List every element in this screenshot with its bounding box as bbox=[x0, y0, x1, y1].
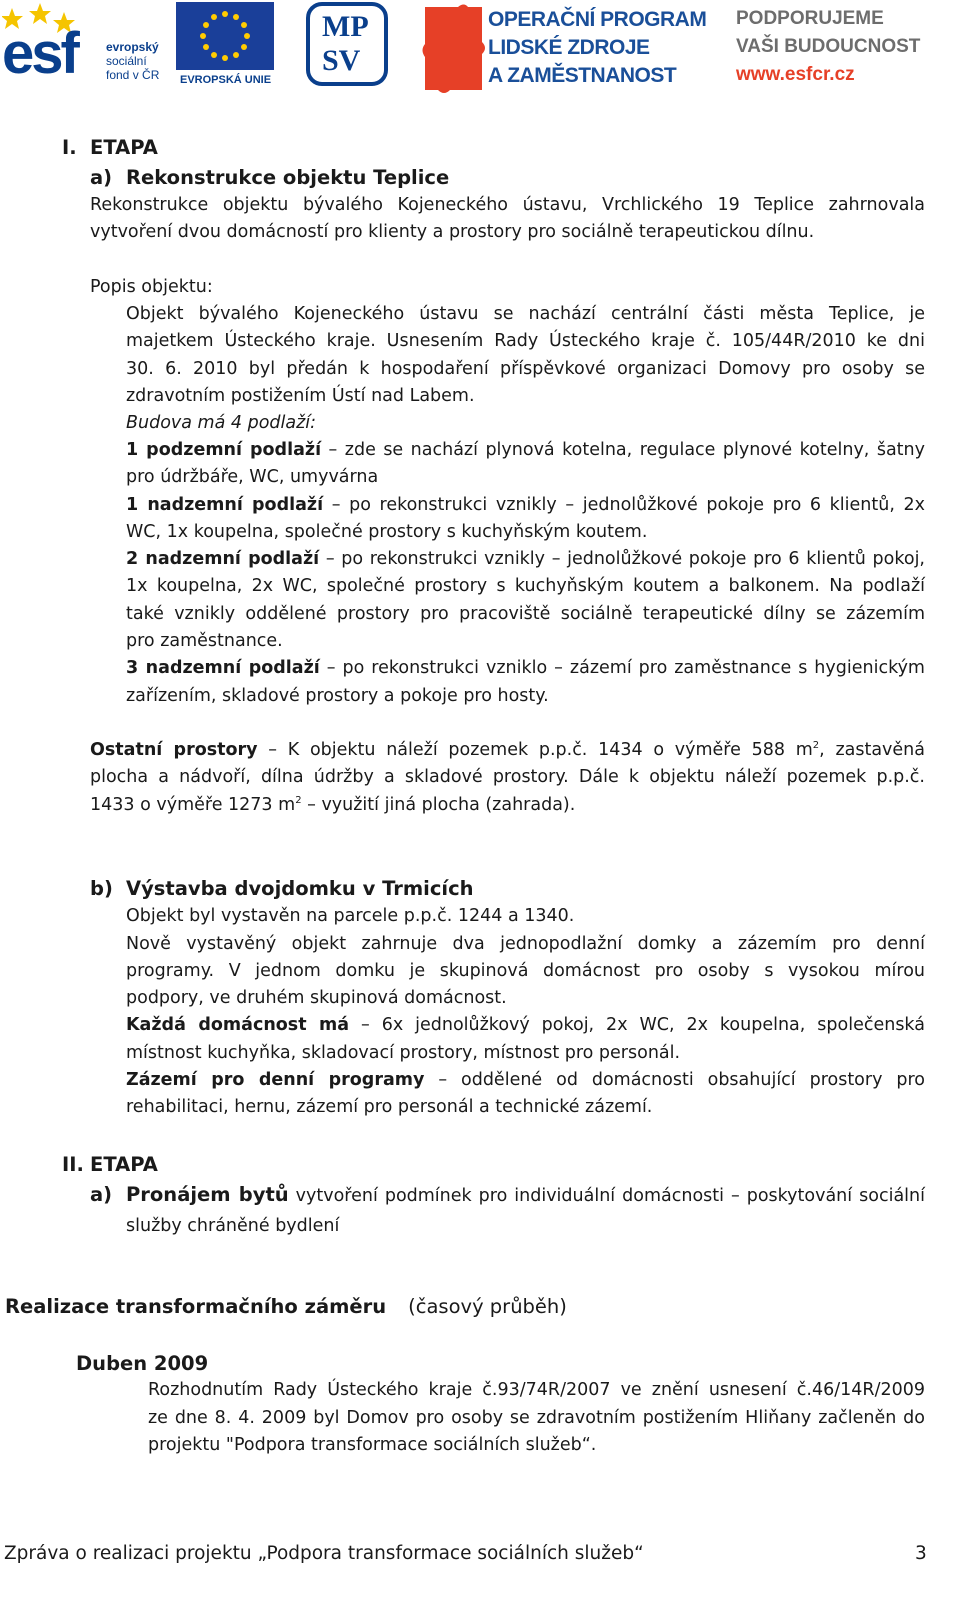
puzzle-icon bbox=[420, 2, 490, 94]
etapa2-a-line1 bbox=[126, 1181, 925, 1211]
etapa2-number: II. bbox=[62, 1153, 84, 1176]
zazemi-line1 bbox=[126, 1067, 925, 1095]
etapa1-a-marker: a) bbox=[90, 166, 113, 189]
op-logo bbox=[420, 0, 710, 96]
floor1-line1 bbox=[126, 492, 925, 520]
zazemi-text1: – oddělené od domácnosti obsahující prostory pro bbox=[424, 1070, 925, 1090]
floor0-text1: – zde se nachází plynová kotelna, regulace plynové kotelny, šatny bbox=[321, 440, 925, 460]
etapa2-a-line2: služby chráněné bydlení bbox=[126, 1216, 340, 1236]
duben-line3: projektu "Podpora transformace sociálních služeb“. bbox=[148, 1435, 597, 1455]
floor2-text1: – po rekonstrukci vznikly – jednolůžkové pokoje pro 6 klientů pokoj, bbox=[319, 549, 925, 569]
mpsv-line2: SV bbox=[322, 44, 361, 77]
kazda-label: Každá domácnost má bbox=[126, 1015, 350, 1035]
popis-line2: majetkem Ústeckého kraje. Usnesením Rady Ústeckého kraje č. 105/44R/2010 ke dni bbox=[126, 331, 925, 351]
etapa1-title: ETAPA bbox=[90, 136, 158, 159]
floor3-line1 bbox=[126, 655, 925, 683]
floor3-text1: – po rekonstrukci vzniklo – zázemí pro zaměstnance s hygienickým bbox=[319, 658, 925, 678]
kazda-line2: místnost kuchyňka, skladovací prostory, místnost pro personál. bbox=[126, 1043, 681, 1063]
etapa1-a-intro-line2: vytvoření dvou domácností pro klienty a prostory pro sociálně terapeutickou dílnu. bbox=[90, 222, 815, 242]
zazemi-label: Zázemí pro denní programy bbox=[126, 1070, 425, 1090]
eu-logo bbox=[176, 2, 274, 94]
slogan-block bbox=[736, 0, 936, 96]
floor1-label: 1 nadzemní podlaží bbox=[126, 495, 324, 515]
op-line3: A ZAMĚSTNANOST bbox=[488, 64, 677, 87]
ostatni-sup2: 2 bbox=[295, 795, 302, 807]
floor2-line1 bbox=[126, 546, 925, 574]
esf-line3: fond v ČR bbox=[106, 68, 160, 82]
mpsv-line1: MP bbox=[322, 10, 369, 43]
floor2-line2: 1x koupelna, 2x WC, společné prostory s kuchyňským koutem a balkonem. Na podlaží bbox=[126, 576, 925, 596]
duben-line2: ze dne 8. 4. 2009 byl Domov pro osoby se zdravotním postižením Hliňany začleněn do bbox=[148, 1408, 925, 1428]
duben-line1: Rozhodnutím Rady Ústeckého kraje č.93/74R/2007 ve znění usnesení č.46/14R/2009 bbox=[148, 1380, 925, 1400]
realizace-heading bbox=[5, 1293, 567, 1320]
ostatni-text3b: – využití jiná plocha (zahrada). bbox=[301, 795, 576, 815]
floor1-text1: – po rekonstrukci vznikly – jednolůžkové pokoje pro 6 klientů, 2x bbox=[323, 495, 925, 515]
etapa1-b-p2-line2: programy. V jednom domku je skupinová domácnost pro osoby s vysokou mírou bbox=[126, 961, 925, 981]
floor2-label: 2 nadzemní podlaží bbox=[126, 549, 320, 569]
etapa2-a-rest: vytvoření podmínek pro individuální domácnosti – poskytování sociální bbox=[288, 1186, 925, 1206]
etapa1-b-title: Výstavba dvojdomku v Trmicích bbox=[126, 877, 474, 900]
etapa1-b-p2-line3: podpory, ve druhém skupinová domácnost. bbox=[126, 988, 507, 1008]
ostatni-label: Ostatní prostory bbox=[90, 740, 258, 760]
floor2-line4: pro zaměstnance. bbox=[126, 631, 283, 651]
ostatni-text1b: , zastavěná bbox=[819, 740, 925, 760]
popis-line3: 30. 6. 2010 byl předán k hospodaření příspěvkové organizaci Domovy pro osoby se bbox=[126, 359, 925, 379]
eu-flag bbox=[176, 2, 274, 70]
eu-label: EVROPSKÁ UNIE bbox=[180, 74, 272, 86]
floor3-line2: zařízením, skladové prostory a pokoje pro hosty. bbox=[126, 686, 549, 706]
etapa2-title: ETAPA bbox=[90, 1153, 158, 1176]
etapa2-a-marker: a) bbox=[90, 1183, 113, 1206]
op-line2: LIDSKÉ ZDROJE bbox=[488, 36, 650, 59]
esf-logo bbox=[2, 0, 168, 96]
realizace-subtitle: (časový průběh) bbox=[408, 1295, 567, 1318]
etapa1-a-title: Rekonstrukce objektu Teplice bbox=[126, 166, 450, 189]
popis-line1: Objekt bývalého Kojeneckého ústavu se nachází centrální části města Teplice, je bbox=[126, 304, 925, 324]
footer-page-number: 3 bbox=[915, 1543, 927, 1564]
etapa1-b-marker: b) bbox=[90, 877, 113, 900]
esf-line1: evropský bbox=[106, 40, 159, 54]
ostatni-line2: plocha a nádvoří, dílna údržby a skladové prostory. Dále k objektu náleží pozemek p.p.č. bbox=[90, 767, 925, 787]
slogan-line1: PODPORUJEME bbox=[736, 8, 884, 29]
realizace-title: Realizace transformačního záměru bbox=[5, 1295, 387, 1318]
kazda-line1 bbox=[126, 1012, 925, 1040]
popis-label: Popis objektu: bbox=[90, 277, 213, 297]
ostatni-line1 bbox=[90, 737, 925, 765]
esf-wordmark: esf bbox=[2, 21, 77, 86]
zazemi-line2: rehabilitaci, hernu, zázemí pro personál a technické zázemí. bbox=[126, 1097, 653, 1117]
mpsv-logo bbox=[306, 2, 388, 86]
kazda-text1: – 6x jednolůžkový pokoj, 2x WC, 2x koupelna, společenská bbox=[349, 1015, 925, 1035]
footer-text: Zpráva o realizaci projektu „Podpora transformace sociálních služeb“ bbox=[4, 1543, 644, 1564]
slogan-url: www.esfcr.cz bbox=[736, 64, 855, 85]
eu-stars-icon bbox=[176, 2, 274, 70]
etapa1-a-intro-line1: Rekonstrukce objektu bývalého Kojeneckého ústavu, Vrchlického 19 Teplice zahrnovala bbox=[90, 195, 925, 215]
budova-label: Budova má 4 podlaží: bbox=[126, 413, 317, 433]
popis-line4: zdravotním postižením Ústí nad Labem. bbox=[126, 386, 475, 406]
duben-title: Duben 2009 bbox=[76, 1352, 209, 1375]
ostatni-text1a: – K objektu náleží pozemek p.p.č. 1434 o výměře 588 m bbox=[257, 740, 813, 760]
floor0-line2: pro údržbáře, WC, umyvárna bbox=[126, 467, 379, 487]
ostatni-sup1: 2 bbox=[812, 740, 820, 752]
op-line1: OPERAČNÍ PROGRAM bbox=[488, 8, 707, 31]
etapa2-a-title: Pronájem bytů bbox=[126, 1183, 289, 1206]
floor1-line2: WC, 1x koupelna, společné prostory s kuchyňským koutem. bbox=[126, 522, 648, 542]
floor0-label: 1 podzemní podlaží bbox=[126, 440, 322, 460]
floor2-line3: také vznikly oddělené prostory pro pracoviště sociálně terapeutické dílny se zázemím bbox=[126, 604, 925, 624]
etapa1-number: I. bbox=[62, 136, 77, 159]
floor0-line1 bbox=[126, 437, 925, 465]
slogan-line2: VAŠI BUDOUCNOST bbox=[736, 36, 921, 57]
etapa1-b-line1: Objekt byl vystavěn na parcele p.p.č. 1244 a 1340. bbox=[126, 906, 575, 926]
ostatni-text3a: 1433 o výměře 1273 m bbox=[90, 795, 296, 815]
esf-line2: sociální bbox=[106, 54, 147, 68]
ostatni-line3 bbox=[90, 792, 575, 819]
floor3-label: 3 nadzemní podlaží bbox=[126, 658, 320, 678]
etapa1-b-p2-line1: Nově vystavěný objekt zahrnuje dva jednopodlažní domky a zázemím pro denní bbox=[126, 934, 925, 954]
